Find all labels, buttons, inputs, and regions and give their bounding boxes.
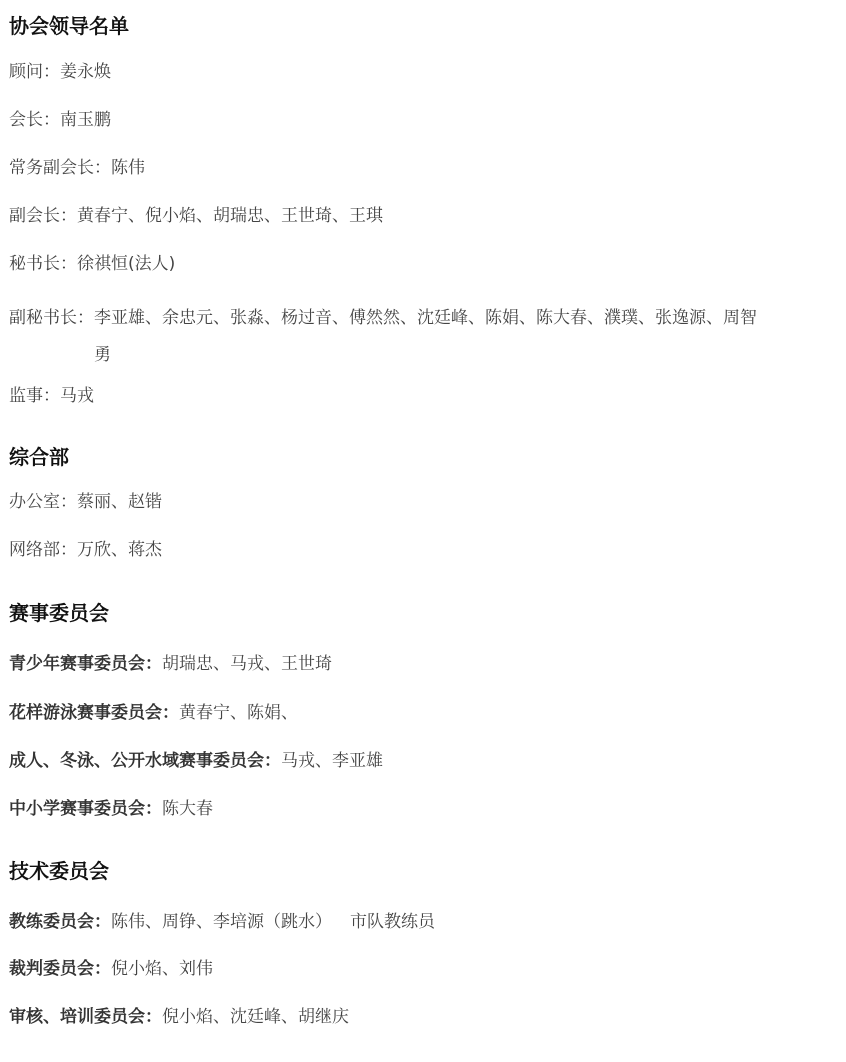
heading-technical-committee: 技术委员会 (9, 859, 109, 883)
referee-committee-value: 倪小焰、刘伟 (111, 959, 213, 979)
deputy-secretary-general-label: 副秘书长： (9, 308, 94, 328)
row-review-committee (9, 1005, 349, 1029)
referee-committee-label: 裁判委员会： (9, 959, 111, 979)
secretary-general-value: 徐祺恒(法人) (77, 254, 176, 274)
adult-committee-value: 马戎、李亚雄 (281, 751, 383, 771)
coach-committee-value: 陈伟、周铮、李培源（跳水） (111, 912, 332, 932)
row-secretary-general (9, 252, 175, 276)
row-president (9, 108, 111, 132)
heading-competition-committee: 赛事委员会 (9, 601, 109, 625)
secretary-general-label: 秘书长： (9, 254, 77, 274)
advisor-value: 姜永焕 (60, 62, 111, 82)
coach-committee-label: 教练委员会： (9, 912, 111, 932)
network-value: 万欣、蒋杰 (77, 540, 162, 560)
vp-value: 黄春宁、倪小焰、胡瑞忠、王世琦、王琪 (77, 206, 383, 226)
row-advisor (9, 60, 111, 84)
synchro-committee-value: 黄春宁、陈娟、 (179, 703, 298, 723)
vp-label: 副会长： (9, 206, 77, 226)
row-supervisor (9, 384, 94, 408)
review-committee-label: 审核、培训委员会： (9, 1007, 162, 1027)
row-school-committee (9, 797, 213, 821)
youth-committee-value: 胡瑞忠、马戎、王世琦 (162, 654, 332, 674)
office-label: 办公室： (9, 492, 77, 512)
review-committee-value: 倪小焰、沈廷峰、胡继庆 (162, 1007, 349, 1027)
row-adult-committee (9, 749, 383, 773)
row-office (9, 490, 162, 514)
supervisor-label: 监事： (9, 386, 60, 406)
president-value: 南玉鹏 (60, 110, 111, 130)
exec-vp-value: 陈伟 (111, 158, 145, 178)
synchro-committee-label: 花样游泳赛事委员会： (9, 703, 179, 723)
row-youth-committee (9, 652, 332, 676)
row-network (9, 538, 162, 562)
coach-committee-extra: 市队教练员 (350, 912, 435, 932)
school-committee-value: 陈大春 (162, 799, 213, 819)
exec-vp-label: 常务副会长： (9, 158, 111, 178)
youth-committee-label: 青少年赛事委员会： (9, 654, 162, 674)
advisor-label: 顾问： (9, 62, 60, 82)
school-committee-label: 中小学赛事委员会： (9, 799, 162, 819)
deputy-secretary-general-value: 李亚雄、余忠元、张淼、杨过音、傅然然、沈廷峰、陈娟、陈大春、濮璞、张逸源、周智勇 (94, 308, 757, 365)
row-vp (9, 204, 383, 228)
row-coach-committee (9, 910, 435, 934)
row-deputy-secretary-general (9, 300, 829, 374)
row-exec-vp (9, 156, 145, 180)
supervisor-value: 马戎 (60, 386, 94, 406)
office-value: 蔡丽、赵锴 (77, 492, 162, 512)
heading-leadership: 协会领导名单 (9, 14, 129, 38)
row-referee-committee (9, 957, 213, 981)
adult-committee-label: 成人、冬泳、公开水域赛事委员会： (9, 751, 281, 771)
president-label: 会长： (9, 110, 60, 130)
network-label: 网络部： (9, 540, 77, 560)
row-synchro-committee (9, 701, 298, 725)
heading-general-dept: 综合部 (9, 445, 69, 469)
